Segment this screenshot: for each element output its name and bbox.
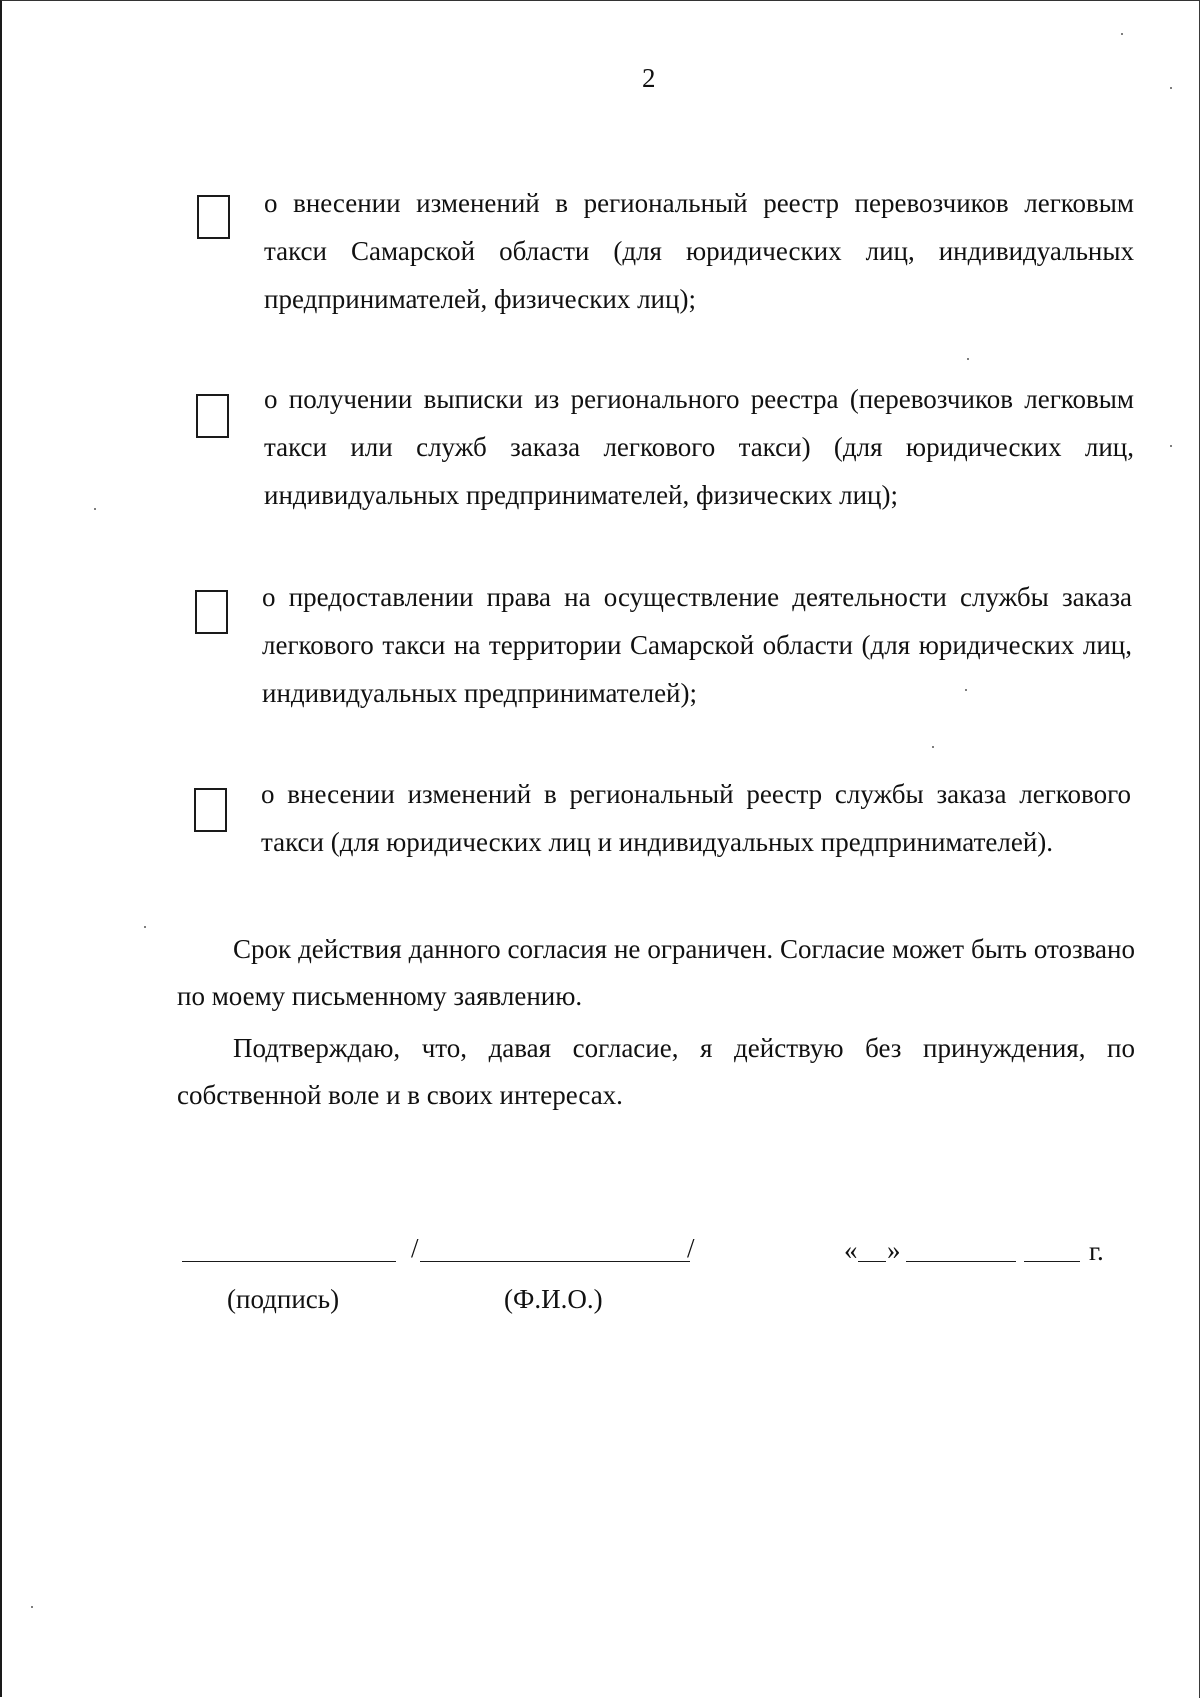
date-day-line[interactable] — [858, 1261, 886, 1262]
scan-speck — [1170, 445, 1172, 447]
option-1-checkbox[interactable] — [197, 195, 230, 239]
option-2-checkbox[interactable] — [196, 394, 229, 438]
confirmation-paragraph: Подтверждаю, что, давая согласие, я действую без принуждения, по собственной воле и в своих интересах. — [177, 1033, 1135, 1110]
validity-paragraph: Срок действия данного согласия не ограничен. Согласие может быть отозвано по моему письменному заявлению. — [177, 934, 1135, 1011]
scan-speck — [144, 926, 146, 928]
scan-speck — [967, 358, 969, 360]
year-suffix: г. — [1089, 1236, 1104, 1266]
scan-speck — [94, 508, 96, 510]
page-number: 2 — [642, 63, 656, 93]
scan-speck — [31, 1606, 33, 1608]
date-year-line[interactable] — [1024, 1261, 1080, 1262]
name-caption: (Ф.И.О.) — [504, 1284, 603, 1314]
date-month-line[interactable] — [906, 1261, 1016, 1262]
signature-line[interactable] — [182, 1261, 396, 1262]
scan-speck — [932, 746, 934, 748]
scan-speck — [1170, 87, 1172, 89]
scan-speck — [1121, 33, 1123, 35]
date-quote-open: « — [844, 1235, 858, 1265]
option-2-text: о получении выписки из регионального реестра (перевозчиков легковым такси или служб заказа легкового такси) (для юридических лиц, индивидуальных предпринимателей, физических лиц); — [264, 384, 1134, 510]
option-3-text: о предоставлении права на осуществление деятельности службы заказа легкового такси на территории Самарской области (для юридических лиц, индивидуальных предпринимателей); — [262, 582, 1132, 708]
option-1-text: о внесении изменений в региональный реестр перевозчиков легковым такси Самарской области (для юридических лиц, индивидуальных предпринимателей, физических лиц); — [264, 188, 1134, 314]
name-line[interactable] — [420, 1261, 690, 1262]
signature-caption: (подпись) — [227, 1284, 340, 1314]
option-4-text: о внесении изменений в региональный реестр службы заказа легкового такси (для юридических лиц и индивидуальных предпринимателей). — [261, 779, 1131, 857]
date-quote-close: » — [887, 1235, 901, 1265]
option-3-checkbox[interactable] — [195, 590, 228, 634]
option-4-checkbox[interactable] — [194, 788, 227, 832]
scan-speck — [965, 689, 967, 691]
slash-left: / — [411, 1233, 419, 1263]
slash-right: / — [687, 1233, 695, 1263]
